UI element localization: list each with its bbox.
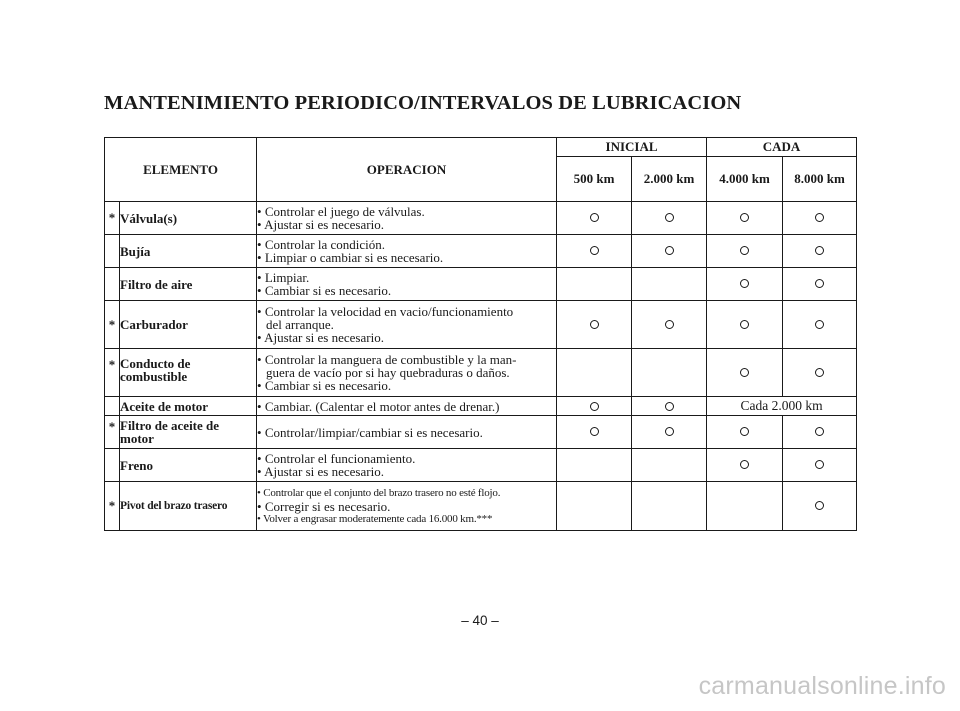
check-circle-icon xyxy=(815,427,824,436)
table-row xyxy=(105,416,857,449)
operation-line: • Ajustar si es necesario. xyxy=(257,217,384,232)
element-name: Carburador xyxy=(120,301,257,349)
check-circle-icon xyxy=(740,460,749,469)
table-row xyxy=(105,349,857,397)
interval-cell xyxy=(557,349,632,397)
check-circle-icon xyxy=(815,279,824,288)
check-circle-icon xyxy=(740,213,749,222)
row-asterisk: * xyxy=(105,301,120,349)
element-name-line: motor xyxy=(120,431,154,446)
operation-line: • Limpiar o cambiar si es necesario. xyxy=(257,250,444,265)
operation-line: • Ajustar si es necesario. xyxy=(257,330,384,345)
element-name xyxy=(120,349,257,397)
row-asterisk xyxy=(105,397,120,416)
element-name-line: Filtro de aceite de xyxy=(120,418,220,433)
page-number: – 40 – xyxy=(461,613,499,628)
interval-cell xyxy=(632,416,707,449)
check-circle-icon xyxy=(590,402,599,411)
check-circle-icon xyxy=(815,246,824,255)
operation-line: • Limpiar. xyxy=(257,270,310,285)
operation-cell xyxy=(257,397,557,416)
check-circle-icon xyxy=(665,402,674,411)
check-circle-icon xyxy=(815,460,824,469)
operation-line: • Cambiar si es necesario. xyxy=(257,378,392,393)
operation-line: • Controlar el funcionamiento. xyxy=(257,451,416,466)
row-asterisk xyxy=(105,268,120,301)
interval-cell xyxy=(557,202,632,235)
element-name-line: combustible xyxy=(120,369,188,384)
interval-cell xyxy=(707,202,783,235)
operation-cell xyxy=(257,268,557,301)
interval-cell xyxy=(632,202,707,235)
interval-cell xyxy=(783,449,857,482)
element-name: Filtro de aire xyxy=(120,268,257,301)
operation-cell xyxy=(257,482,557,531)
element-name-line: Conducto de xyxy=(120,356,191,371)
table-row xyxy=(105,268,857,301)
interval-cell xyxy=(557,301,632,349)
check-circle-icon xyxy=(740,320,749,329)
check-circle-icon xyxy=(590,213,599,222)
operation-line: • Controlar la velocidad en vacio/funcionamiento xyxy=(257,304,514,319)
interval-cell xyxy=(783,482,857,531)
interval-cell xyxy=(783,235,857,268)
operation-cell xyxy=(257,235,557,268)
operation-line: guera de vacío por si hay quebraduras o daños. xyxy=(266,365,510,380)
row-asterisk: * xyxy=(105,416,120,449)
check-circle-icon xyxy=(740,427,749,436)
header-km-4000: 4.000 km xyxy=(707,157,783,202)
element-name: Aceite de motor xyxy=(120,397,257,416)
interval-cell xyxy=(557,268,632,301)
operation-line: • Controlar la manguera de combustible y la man- xyxy=(257,352,517,367)
interval-cell xyxy=(632,235,707,268)
interval-cell xyxy=(632,349,707,397)
interval-cell xyxy=(707,235,783,268)
interval-cell xyxy=(632,268,707,301)
operation-line: • Corregir si es necesario. xyxy=(257,498,391,514)
element-name: Freno xyxy=(120,449,257,482)
maintenance-table xyxy=(104,137,857,531)
table-row xyxy=(105,235,857,268)
check-circle-icon xyxy=(590,320,599,329)
check-circle-icon xyxy=(740,368,749,377)
table-row xyxy=(105,449,857,482)
check-circle-icon xyxy=(815,213,824,222)
operation-line: • Controlar la condición. xyxy=(257,237,386,252)
interval-cell xyxy=(783,301,857,349)
element-name xyxy=(120,416,257,449)
interval-cell xyxy=(707,349,783,397)
header-elemento: ELEMENTO xyxy=(105,138,257,202)
check-circle-icon xyxy=(740,279,749,288)
interval-cell xyxy=(783,349,857,397)
watermark: carmanualsonline.info xyxy=(698,672,946,700)
check-circle-icon xyxy=(815,501,824,510)
table-row xyxy=(105,202,857,235)
header-inicial: INICIAL xyxy=(557,138,707,157)
interval-cell xyxy=(632,482,707,531)
row-asterisk: * xyxy=(105,202,120,235)
operation-line: • Controlar que el conjunto del brazo trasero no esté flojo. xyxy=(257,486,501,499)
interval-cell xyxy=(707,482,783,531)
operation-line: • Cambiar si es necesario. xyxy=(257,283,392,298)
header-km-500: 500 km xyxy=(557,157,632,202)
check-circle-icon xyxy=(590,427,599,436)
check-circle-icon xyxy=(665,320,674,329)
operation-line: del arranque. xyxy=(266,317,334,332)
check-circle-icon xyxy=(815,320,824,329)
interval-cell xyxy=(783,268,857,301)
table-row xyxy=(105,397,857,416)
interval-cell xyxy=(557,235,632,268)
row-asterisk: * xyxy=(105,482,120,531)
row-asterisk xyxy=(105,235,120,268)
interval-cell xyxy=(557,449,632,482)
operation-line: • Ajustar si es necesario. xyxy=(257,464,384,479)
interval-cell xyxy=(557,482,632,531)
interval-cell xyxy=(632,449,707,482)
check-circle-icon xyxy=(740,246,749,255)
operation-line: • Controlar el juego de válvulas. xyxy=(257,204,425,219)
operation-cell xyxy=(257,202,557,235)
header-cada: CADA xyxy=(707,138,857,157)
interval-cell xyxy=(783,202,857,235)
interval-cell xyxy=(632,397,707,416)
interval-cell xyxy=(632,301,707,349)
element-name: Válvula(s) xyxy=(120,202,257,235)
row-asterisk: * xyxy=(105,349,120,397)
check-circle-icon xyxy=(590,246,599,255)
operation-line: • Controlar/limpiar/cambiar si es necesario. xyxy=(257,424,483,440)
operation-cell xyxy=(257,301,557,349)
check-circle-icon xyxy=(665,246,674,255)
interval-cell xyxy=(707,268,783,301)
header-operacion: OPERACION xyxy=(257,138,557,202)
page-title: MANTENIMIENTO PERIODICO/INTERVALOS DE LUBRICACION xyxy=(104,92,742,114)
table-row xyxy=(105,482,857,531)
interval-cell xyxy=(557,416,632,449)
operation-cell xyxy=(257,416,557,449)
table-row xyxy=(105,301,857,349)
interval-cell xyxy=(707,301,783,349)
interval-cell xyxy=(707,449,783,482)
check-circle-icon xyxy=(665,213,674,222)
element-name: Pivot del brazo trasero xyxy=(120,482,257,531)
row-asterisk xyxy=(105,449,120,482)
interval-cell xyxy=(557,397,632,416)
cada-interval-text: Cada 2.000 km xyxy=(707,397,857,416)
operation-line: • Cambiar. (Calentar el motor antes de drenar.) xyxy=(257,398,500,414)
header-km-2000: 2.000 km xyxy=(632,157,707,202)
operation-cell xyxy=(257,349,557,397)
header-km-8000: 8.000 km xyxy=(783,157,857,202)
interval-cell xyxy=(707,416,783,449)
operation-line: • Volver a engrasar moderatemente cada 16.000 km.*** xyxy=(257,512,493,525)
check-circle-icon xyxy=(665,427,674,436)
operation-cell xyxy=(257,449,557,482)
element-name: Bujía xyxy=(120,235,257,268)
interval-cell xyxy=(783,416,857,449)
check-circle-icon xyxy=(815,368,824,377)
